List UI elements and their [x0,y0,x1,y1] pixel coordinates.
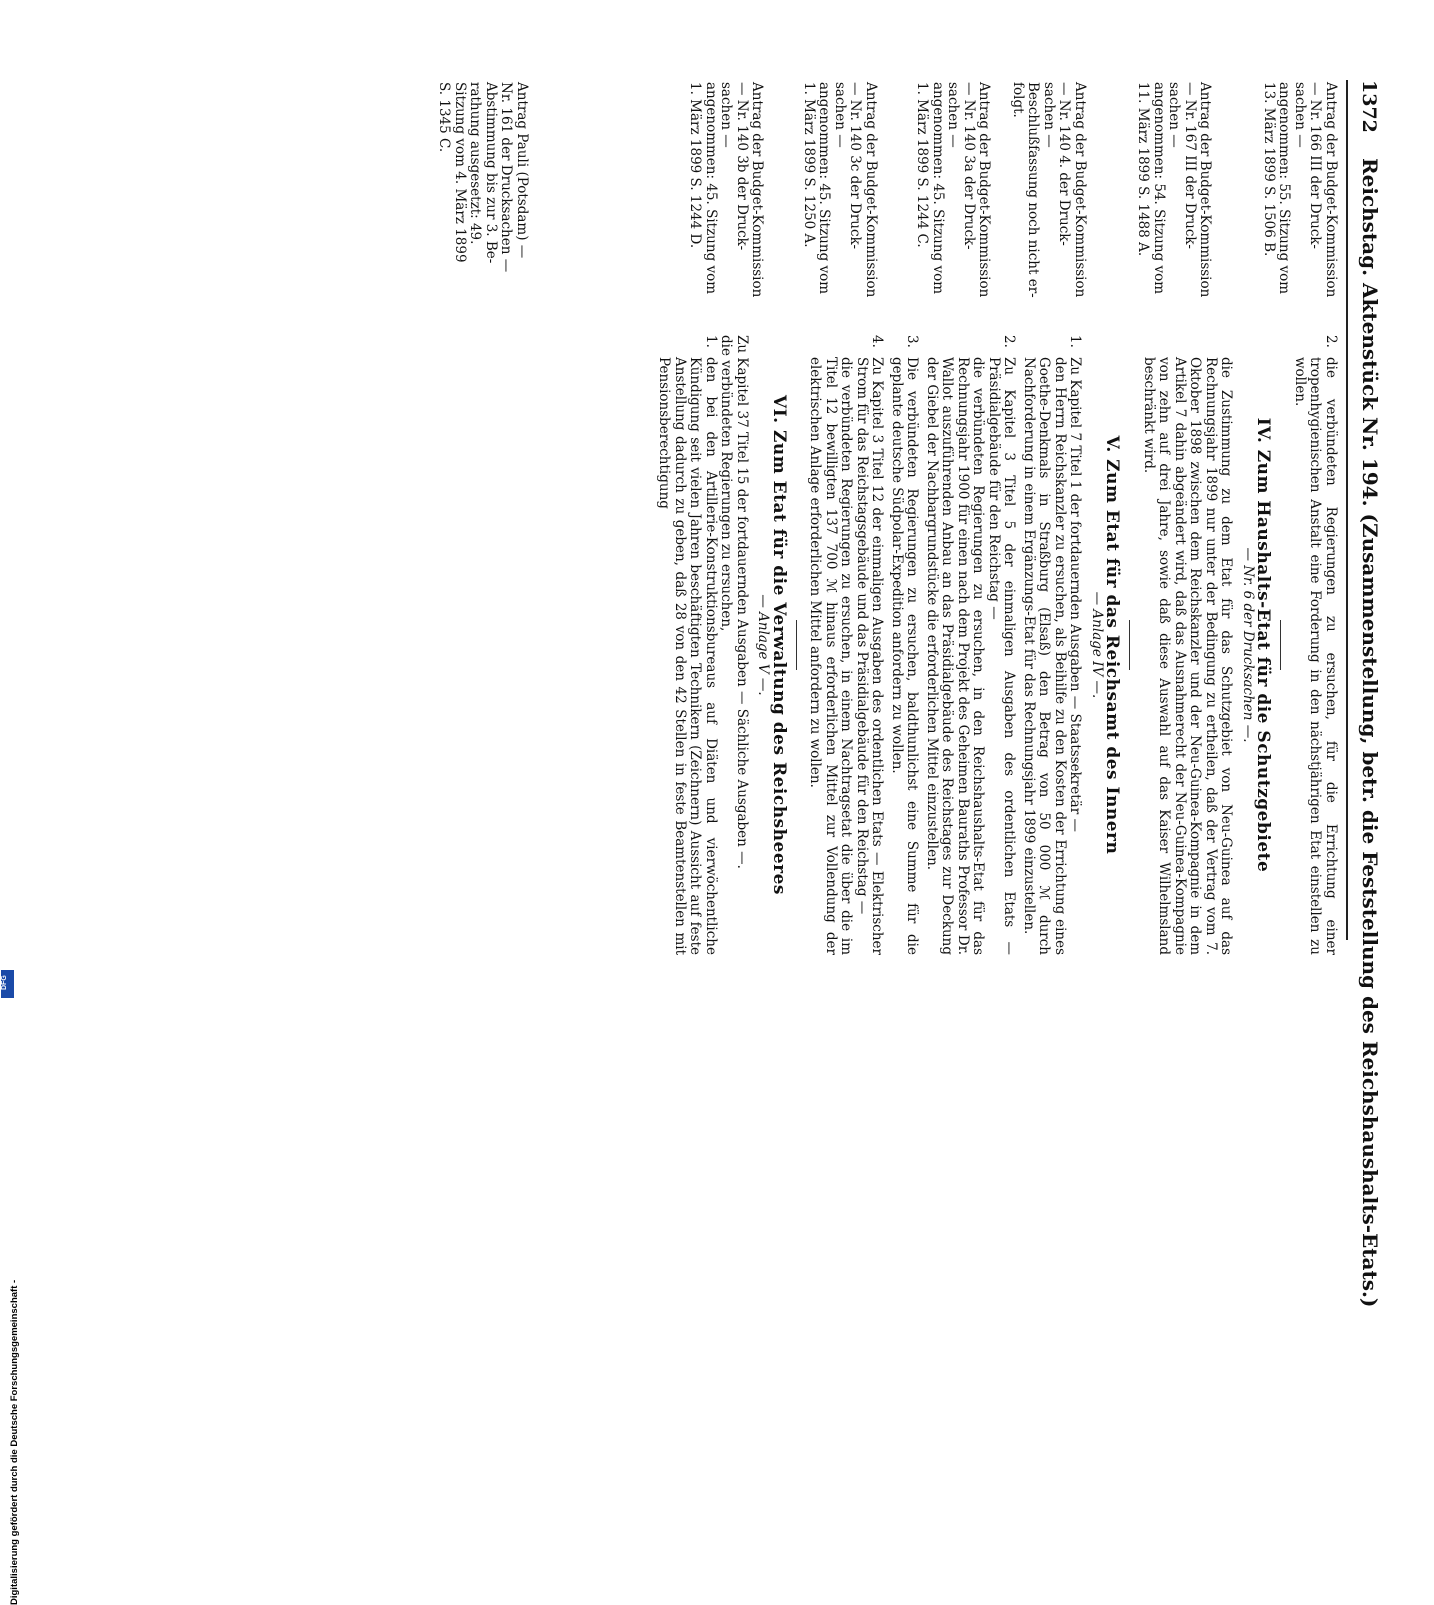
item-number: 3. [904,335,921,348]
section-v-heading: V. Zum Etat für das Reichsamt des Innern [1102,435,1123,855]
section-v-subheading: — Anlage IV —. [1089,591,1105,699]
section-iv-heading: IV. Zum Haushalts-Etat für die Schutzgebiete [1253,417,1274,873]
reference-line: Antrag Pauli (Potsdam) — [514,82,530,259]
reference-block [436,82,529,312]
reference-line: — Nr. 140 3a der Druck- [961,82,977,250]
reference-block [1135,82,1213,312]
reference-line: — Nr. 140 4. der Druck- [1056,82,1073,246]
reference-line: folgt. [1010,82,1026,118]
item-text: Zu Kapitel 3 Titel 5 der einmaligen Ausgaben des ordentlichen Etats — Präsidialgebäude für den Reichstag — die verbündeten Regierungen zu ersuchen, in den Reichshaushalts-Etat für das Rechnungsjahr 1900 für einen nach dem Projekt des Geheimen Bauraths Professor Dr. Wallot auszuführenden Anbau an das Präsidialgebäude des Reichstages zur Deckung der Giebel der Nachbargrundstücke die erforderlichen Mittel einzustellen. [924,357,1018,955]
numbered-item [924,335,1017,955]
numbered-item [889,335,920,955]
reference-block [914,82,992,312]
numbered-item [807,335,885,955]
section-vi-items [656,335,718,955]
reference-line: Nr. 161 der Drucksachen — [498,82,515,273]
reference-line: sachen — [945,82,962,148]
reference-line: sachen — [1166,82,1183,148]
item-number: 1. [703,335,719,348]
reference-line: sachen — [718,82,735,148]
reference-line: Antrag der Budget-Kommission [749,82,766,298]
reference-line: Antrag der Budget-Kommission [1072,82,1088,298]
divider [1130,620,1131,670]
reference-line: — Nr. 166 III der Druck- [1307,82,1324,249]
section-vi-heading: VI. Zum Etat für die Verwaltung des Reichsheeres [769,395,789,895]
dfg-logo [1,970,14,998]
section-v-items [807,335,1083,955]
reference-block [1010,82,1088,312]
divider [1281,620,1282,670]
reference-line: sachen — [1041,82,1057,148]
reference-line: angenommen: 55. Sitzung vom [1276,82,1293,295]
reference-line: 1. März 1899 S. 1250 A. [801,82,817,248]
reference-line: Antrag der Budget-Kommission [1197,82,1214,298]
item-number: 2. [1001,335,1018,348]
reference-line: — Nr. 140 3b der Druck- [734,82,750,251]
reference-line: Antrag der Budget-Kommission [976,82,993,298]
numbered-item [656,335,718,955]
reference-line: sachen — [832,82,848,148]
reference-line: 11. März 1899 S. 1488 A. [1135,82,1152,257]
section-vi-intro2: die verbündeten Regierungen zu ersuchen, [718,335,735,632]
item-number: 4. [869,335,886,348]
item-text: Zu Kapitel 7 Titel 1 der fortdauernden Ausgaben — Staatssekretär — den Herrn Reichskanzler zu ersuchen, als Beihilfe zu den Kosten der Errichtung eines Goethe-Denkmals in Straßburg (Elsaß) den Betrag von 50 000 ℳ durch Nachforderung in einem Ergänzungs-Etat für das Rechnungsjahr 1899 einzustellen. [1021,357,1084,955]
item-text: Zu Kapitel 3 Titel 12 der einmaligen Ausgaben des ordentlichen Etats — Elektrischer Strom für das Reichstagsgebäude und das Präsidialgebäude für den Reichstag — die verbündeten Regierungen zu ersuchen, in einem Nachtragsetat die über die im Titel 12 bewilligten 137 700 ℳ hinaus erforderlichen Mittel zur Vollendung der elektrischen Anlage erforderlichen Mittel anfordern zu wollen. [807,357,886,955]
section-vi-subheading: — Anlage V —. [755,594,772,696]
reference-block [687,82,765,312]
digitization-note-text: Digitalisierung gefördert durch die Deutsche Forschungsgemeinschaft - [9,1279,20,1605]
page-header [1352,80,1386,1308]
item-2-top [1292,335,1339,955]
item-number: 2. [1323,335,1339,348]
section-vi-intro: Zu Kapitel 37 Titel 15 der fortdauernden Ausgaben — Sächliche Ausgaben —. [734,335,750,869]
page-number: 1372 [1358,80,1380,133]
reference-line: angenommen: 45. Sitzung vom [930,82,946,295]
item-text: den bei den Artillerie-Konstruktionsbureaus auf Diäten und vierwöchentliche Kündigung seit vielen Jahren beschäftigten Technikern (Zeichnern) Aussicht auf feste Anstellung dadurch zu geben, daß 28 von den 42 Stellen in feste Beamtenstellen mit Pensionsberechtigung [656,357,719,955]
reference-block [801,82,879,312]
item-number: 1. [1067,335,1084,348]
page-title: Reichstag. Aktenstück Nr. 194. (Zusammenstellung, betr. die Feststellung des Reichshaushalts-Etats.) [1358,158,1382,1308]
reference-line: 1. März 1899 S. 1244 C. [914,82,931,248]
reference-line: — Nr. 140 3c der Druck- [847,82,864,250]
item-text: Die verbündeten Regierungen zu ersuchen, baldthunlichst eine Summe für die geplante deutsche Südpolar-Expedition anfordern zu wollen. [889,357,921,955]
divider [796,620,797,670]
reference-line: Sitzung vom 4. März 1899 [452,82,468,263]
reference-line: sachen — [1292,82,1308,148]
digitization-note [1,1000,20,1605]
reference-line: rathung ausgesetzt: 49. [467,82,484,245]
reference-line: 13. März 1899 S. 1506 B. [1261,82,1277,257]
header-rule [1346,80,1348,940]
numbered-item [1021,335,1083,955]
reference-line: angenommen: 45. Sitzung vom [703,82,719,295]
section-iv-text: die Zustimmung zu dem Etat für das Schutzgebiet von Neu-Guinea auf das Rechnungsjahr 1899 nur unter der Bedingung zu ertheilen, daß der Vertrag vom 7. Oktober 1898 zwischen dem Reichskanzler und der Neu-Guinea-Kompagnie in dem Artikel 7 dahin abgeändert wird, daß das Ausnahmerecht der Neu-Guinea-Kompagnie von zehn auf drei Jahre, sowie daß diese Auswahl auf das Kaiser Wilhelmsland beschränkt wird. [1141,357,1235,955]
reference-line: S. 1345 C. [436,82,453,153]
reference-block [1261,82,1339,312]
item-text: die verbündeten Regierungen zu ersuchen, für die Errichtung einer tropenhygienischen Anstalt eine Forderung in den nächstjährigen Etat einstellen zu wollen. [1292,357,1339,955]
reference-line: Antrag der Budget-Kommission [863,82,879,298]
left-column-references [428,82,1338,312]
right-column-resolutions [652,335,1338,955]
reference-line: 1. März 1899 S. 1244 D. [687,82,704,249]
dfg-logo-text: DFG [1,975,8,990]
reference-line: angenommen: 45. Sitzung vom [816,82,833,295]
section-iv-subheading: — Nr. 6 der Drucksachen —. [1240,547,1256,743]
reference-line: Abstimmung bis zur 3. Be- [483,82,499,264]
reference-line: Beschlußfassung noch nicht er- [1025,82,1042,298]
reference-line: — Nr. 167 III der Druck- [1182,82,1198,249]
reference-line: angenommen: 54. Sitzung vom [1151,82,1167,295]
reference-line: Antrag der Budget-Kommission [1323,82,1339,298]
